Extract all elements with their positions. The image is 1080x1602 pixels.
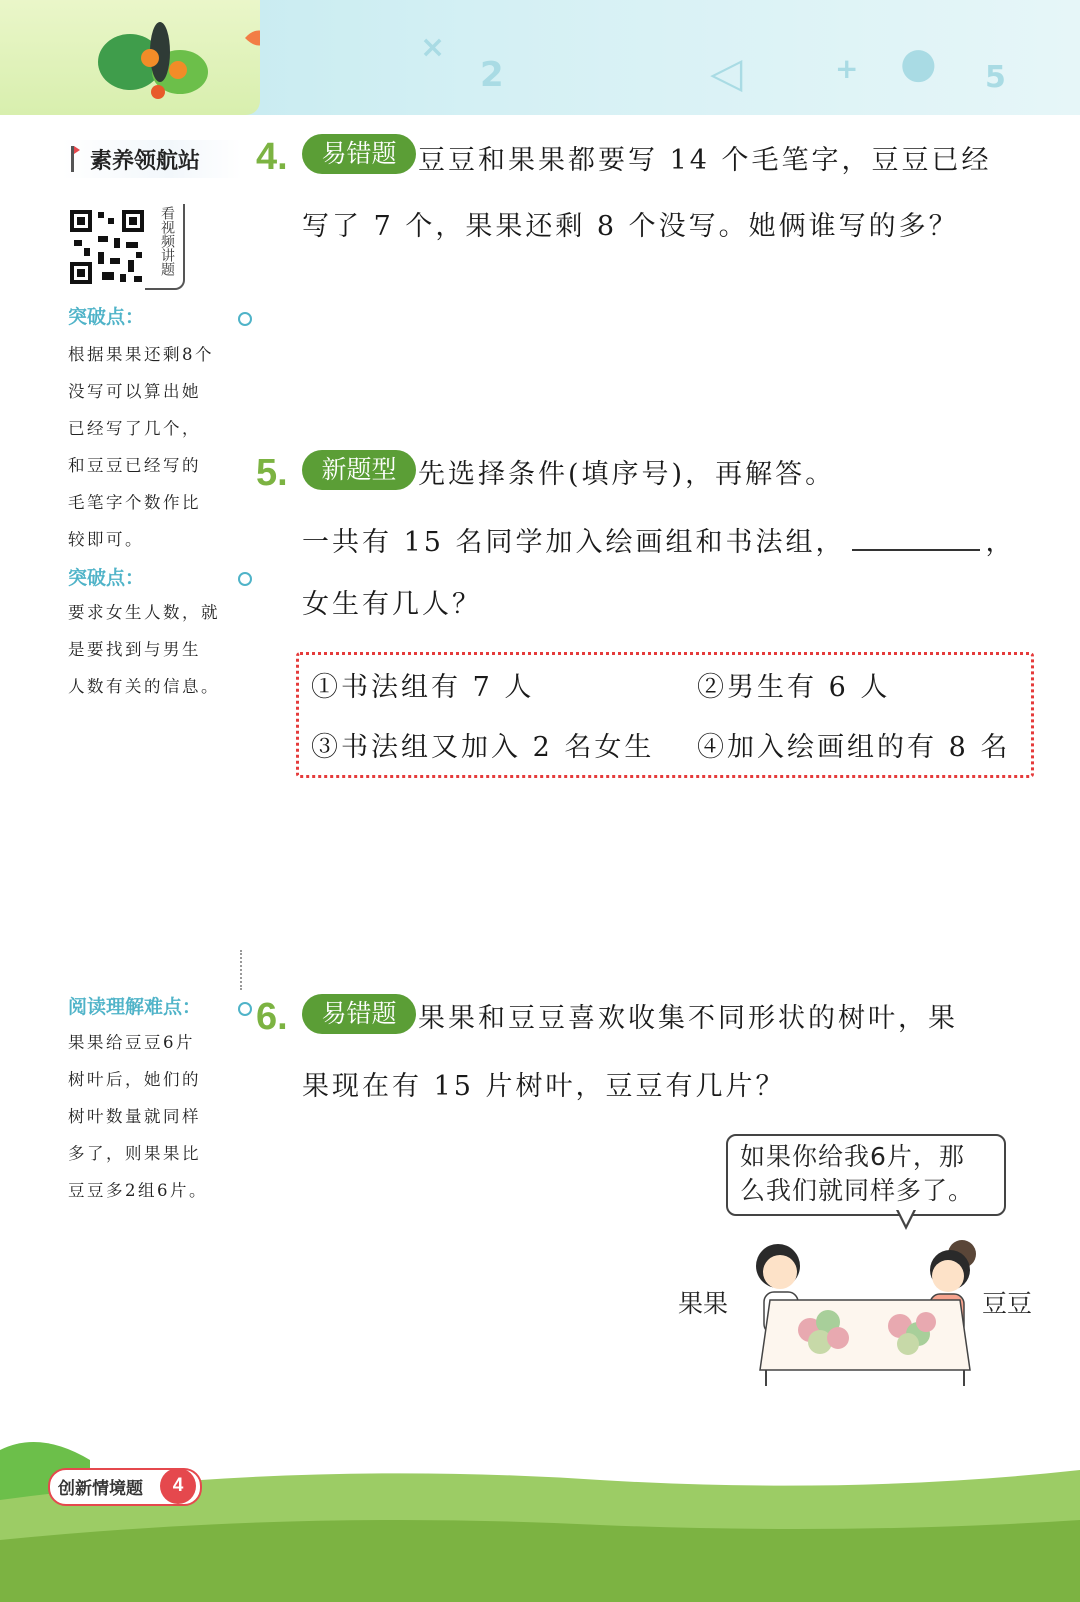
tip-line: 树叶后，她们的: [68, 1070, 201, 1089]
question-6-line-2: 果现在有 15 片树叶，豆豆有几片？: [302, 1071, 786, 1102]
question-5-line-3: 女生有几人？: [302, 589, 482, 620]
answer-blank[interactable]: [852, 525, 980, 551]
comma: ，: [985, 527, 1016, 558]
tip-line: 根据果果还剩8个: [68, 345, 214, 364]
qr-label: 看视频讲题: [159, 206, 175, 276]
tip-line: 果果给豆豆6片: [68, 1033, 195, 1052]
bubble-line: 么我们就同样多了。: [740, 1176, 975, 1205]
option-2[interactable]: ②男生有 6 人: [697, 672, 891, 703]
question-number-4: 4.: [256, 136, 288, 178]
character-name-left: 果果: [678, 1289, 729, 1318]
question-number-5: 5.: [256, 452, 288, 494]
question-number-6: 6.: [256, 996, 288, 1038]
page-number: 4: [160, 1468, 196, 1504]
tip-line: 树叶数量就同样: [68, 1107, 201, 1126]
question-5-line-2: [302, 520, 1016, 559]
qr-code-icon[interactable]: [68, 208, 146, 286]
question-5-line-2-text: 一共有 15 名同学加入绘画组和书法组，: [302, 527, 846, 558]
circle-deco-icon: ●: [900, 38, 937, 87]
tip-line: 没写可以算出她: [68, 382, 201, 401]
x-deco-icon: ×: [420, 30, 446, 65]
speech-bubble-tail-fill: [898, 1209, 914, 1225]
sidebar-title-banner: [62, 140, 242, 178]
header-band: [0, 0, 1080, 115]
footer-wave: [0, 1440, 1080, 1602]
question-6-line-1: 果果和豆豆喜欢收集不同形状的树叶，果: [418, 1003, 958, 1034]
plant-illustration: [0, 0, 260, 115]
tip-head-2: 突破点：: [68, 567, 145, 589]
tip-line: 较即可。: [68, 530, 144, 549]
tip-line: 人数有关的信息。: [68, 677, 220, 696]
error-prone-tag: 易错题: [302, 134, 416, 174]
tip-head-3: 阅读理解难点：: [68, 996, 202, 1018]
tip-body-1: [68, 336, 238, 558]
tip-line: 已经写了几个，: [68, 419, 201, 438]
question-5-line-1: 先选择条件(填序号)，再解答。: [418, 459, 836, 490]
footer-label-text: 创新情境题: [58, 1479, 143, 1499]
tip-line: 多了，则果果比: [68, 1144, 201, 1163]
sidebar-title: 素养领航站: [90, 149, 201, 174]
speech-bubble-text: [740, 1140, 1002, 1208]
tip-bullet-icon: [238, 312, 252, 326]
number-deco-icon: 2: [480, 55, 504, 95]
option-3[interactable]: ③书法组又加入 2 名女生: [311, 732, 655, 763]
tip-line: 和豆豆已经写的: [68, 456, 201, 475]
character-name-right: 豆豆: [982, 1289, 1033, 1318]
question-4-line-1: 豆豆和果果都要写 14 个毛笔字，豆豆已经: [418, 145, 992, 176]
tip-line: 毛笔字个数作比: [68, 493, 201, 512]
tip-head-1: 突破点：: [68, 306, 145, 328]
tip-line: 要求女生人数，就: [68, 603, 220, 622]
girls-with-leaves-illustration: [740, 1230, 980, 1390]
tip-bullet-icon: [238, 572, 252, 586]
question-4-line-2: 写了 7 个，果果还剩 8 个没写。她俩谁写的多？: [302, 211, 959, 242]
tip-line: 豆豆多2组6片。: [68, 1181, 208, 1200]
plus-deco-icon: +: [835, 52, 859, 85]
dotted-divider: [240, 950, 242, 990]
bubble-line: 如果你给我6片，那: [740, 1142, 965, 1171]
tip-bullet-icon: [238, 1002, 252, 1016]
option-1[interactable]: ①书法组有 7 人: [311, 672, 535, 703]
leaf-decoration: [0, 0, 260, 115]
tip-body-3: [68, 1024, 238, 1209]
triangle-deco-icon: ◁: [710, 48, 743, 97]
condition-options-box: [296, 652, 1034, 778]
tip-body-2: [68, 594, 238, 705]
flag-icon: [66, 142, 80, 172]
new-type-tag: 新题型: [302, 450, 416, 490]
error-prone-tag: 易错题: [302, 994, 416, 1034]
tip-line: 是要找到与男生: [68, 640, 201, 659]
option-4[interactable]: ④加入绘画组的有 8 名: [697, 732, 1011, 763]
five-deco-icon: 5: [985, 60, 1006, 95]
